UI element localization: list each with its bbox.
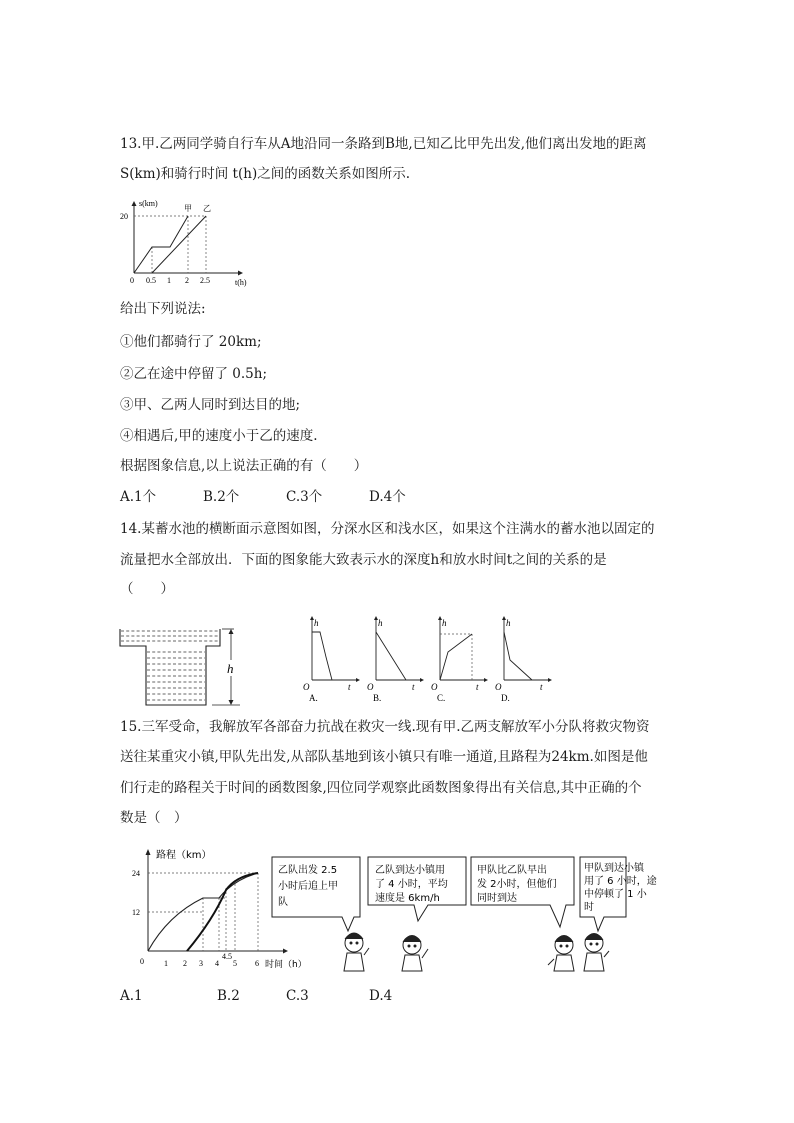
q14-b-origin: O	[367, 682, 374, 692]
q14-a-letter: A.	[309, 693, 318, 703]
q13-y-tick-20: 20	[120, 212, 128, 221]
q13-origin: 0	[130, 276, 134, 285]
q13-option-b[interactable]: B.2个	[203, 489, 240, 505]
bubble-2-line-2: 了 4 小时，平均	[375, 879, 448, 890]
q15-y-axis-label: 路程（km）	[156, 850, 212, 861]
q13-option-a[interactable]: A.1个	[120, 489, 157, 505]
q14-b-letter: B.	[373, 693, 382, 703]
q13-x-tick-1: 1	[167, 276, 171, 285]
q15-y-tick-12: 12	[132, 908, 140, 917]
q14-c-letter: C.	[437, 693, 446, 703]
q15-y-arrow-icon	[146, 849, 151, 855]
student-3-icon	[548, 936, 574, 972]
q14-d-letter: D.	[501, 693, 510, 703]
q15-option-b[interactable]: B.2	[217, 988, 240, 1004]
bubble-2-line-3: 速度是 6km/h	[375, 893, 440, 904]
bubble-1-line-2: 小时后追上甲	[278, 881, 338, 892]
q14-c-y: h	[442, 618, 447, 628]
q15-stem-line1: 15.三军受命，我解放军各部奋力抗战在救灾一线.现有甲.乙两支解放军小分队将救灾物资	[120, 719, 650, 735]
q14-c-x: t	[476, 682, 479, 692]
bubble-4-line-2: 用了 6 小时，途	[584, 876, 657, 887]
bubble-4-line-3: 中停顿了 1 小	[584, 889, 647, 900]
q13-intro: 给出下列说法:	[120, 301, 206, 317]
q14-stem-line1: 14.某蓄水池的横断面示意图如图，分深水区和浅水区，如果这个注满水的蓄水池以固定的	[120, 521, 655, 537]
q15-y-tick-24: 24	[132, 869, 140, 878]
q15-x-tick-6: 6	[255, 959, 259, 968]
q14-b-y: h	[378, 618, 383, 628]
q15-option-a[interactable]: A.1	[120, 988, 143, 1004]
bubble-2-line-1: 乙队到达小镇用	[375, 865, 445, 876]
student-2-icon	[402, 936, 428, 972]
q13-statement-2: ②乙在途中停留了 0.5h;	[120, 366, 268, 382]
q13-statement-3: ③甲、乙两人同时到达目的地;	[120, 397, 301, 413]
q14-pool-diagram	[118, 620, 248, 710]
q15-x-axis-label: 时间（h）	[265, 960, 307, 970]
q14-d-origin: O	[495, 682, 502, 692]
student-1-icon	[344, 933, 369, 971]
bubble-4-line-1: 甲队到达小镇	[584, 863, 644, 874]
q15-x-tick-2: 2	[183, 959, 187, 968]
q13-y-axis-label: s(km)	[139, 199, 158, 208]
bubble-1-line-1: 乙队出发 2.5	[278, 865, 338, 876]
q14-d-y: h	[506, 618, 511, 628]
pool-outline	[120, 629, 220, 705]
q13-x-arrow-icon	[238, 271, 243, 276]
q13-line-jia	[152, 216, 206, 273]
bubble-3-line-1: 甲队比乙队早出	[477, 865, 547, 876]
q15-stem-line4: 数是（ ）	[120, 810, 188, 826]
bubble-3-line-2: 发 2小时，但他们	[477, 879, 557, 890]
q15-stem-line3: 们行走的路程关于时间的函数图象,四位同学观察此函数图象得出有关信息,其中正确的个	[120, 780, 642, 796]
q15-option-c[interactable]: C.3	[286, 988, 309, 1004]
q15-x-tick-4.5: 4.5	[222, 952, 232, 961]
q15-option-d[interactable]: D.4	[369, 988, 393, 1004]
q14-b-x: t	[412, 682, 415, 692]
q13-option-c[interactable]: C.3个	[286, 489, 323, 505]
q13-graph	[118, 198, 248, 288]
q13-label-yi: 乙	[203, 204, 211, 213]
pool-h-label: h	[227, 661, 234, 676]
q14-d-x: t	[540, 682, 543, 692]
q13-statement-4: ④相遇后,甲的速度小于乙的速度.	[120, 428, 318, 444]
q15-stem-line2: 送往某重灾小镇,甲队先出发,从部队基地到该小镇只有唯一通道,且路程为24km.如图是他	[120, 749, 648, 765]
q15-x-tick-1: 1	[164, 959, 168, 968]
q14-c-origin: O	[431, 682, 438, 692]
q13-label-jia: 甲	[184, 204, 192, 213]
q14-graph-b[interactable]	[356, 612, 426, 704]
q13-stem-line2: S(km)和骑行时间 t(h)之间的函数关系如图所示.	[120, 166, 410, 182]
q13-y-arrow-icon	[132, 201, 137, 206]
q13-x-tick-0.5: 0.5	[146, 276, 156, 285]
q15-origin: 0	[140, 957, 144, 966]
q13-x-axis-label: t(h)	[235, 278, 247, 287]
q15-x-tick-4: 4	[215, 959, 219, 968]
bubble-4-line-4: 时	[584, 902, 594, 913]
student-4-icon	[584, 934, 609, 972]
q13-x-tick-2: 2	[185, 276, 189, 285]
q14-a-x: t	[348, 682, 351, 692]
q14-a-y: h	[314, 618, 319, 628]
bubble-1-line-3: 队	[278, 897, 288, 908]
q14-graph-c[interactable]	[420, 612, 490, 704]
q14-stem-line2: 流量把水全部放出．下面的图象能大致表示水的深度h和放水时间t之间的关系的是	[120, 552, 607, 568]
q14-blank: （ ）	[120, 581, 174, 597]
q13-x-tick-2.5: 2.5	[200, 276, 210, 285]
q14-a-origin: O	[303, 682, 310, 692]
q13-line-yi	[134, 216, 188, 273]
q13-option-d[interactable]: D.4个	[369, 489, 406, 505]
q13-stem-line1: 13.甲.乙两同学骑自行车从A地沿同一条路到B地,已知乙比甲先出发,他们离出发地的距离	[120, 136, 647, 152]
bubble-3-line-3: 同时到达	[477, 893, 517, 904]
q13-statement-1: ①他们都骑行了 20km;	[120, 334, 262, 350]
q13-question: 根据图象信息,以上说法正确的有（ ）	[120, 458, 368, 474]
pool-arrow-up-icon	[229, 629, 234, 634]
pool-arrow-down-icon	[229, 700, 234, 705]
q15-x-tick-3: 3	[199, 959, 203, 968]
q14-graph-a[interactable]	[292, 612, 362, 704]
q15-x-tick-5: 5	[233, 959, 237, 968]
q14-graph-d[interactable]	[484, 612, 554, 704]
q15-bubbles-figure	[268, 855, 657, 980]
